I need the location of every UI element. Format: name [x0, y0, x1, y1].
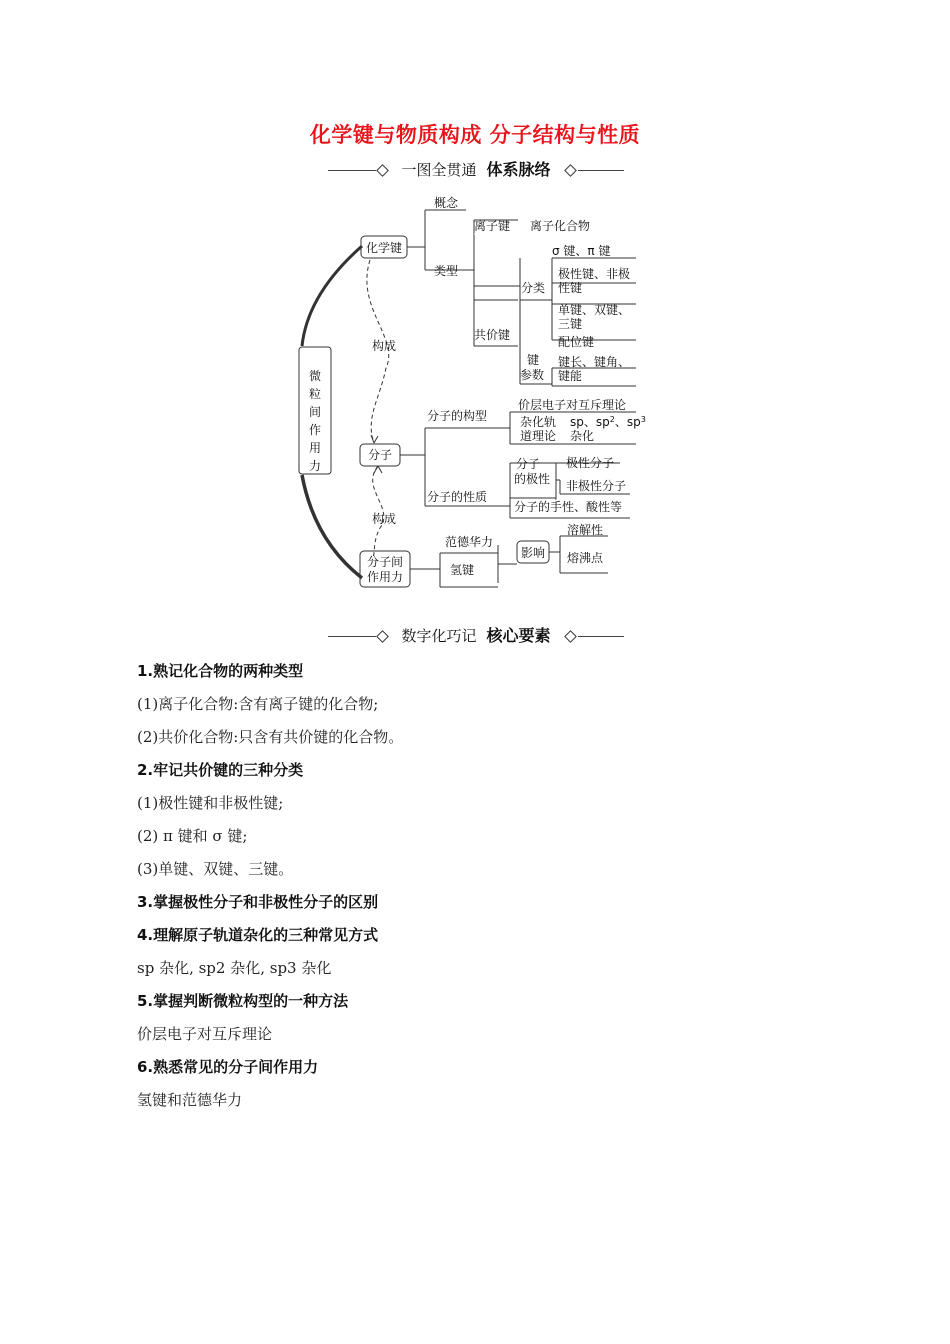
point-heading: 2.牢记共价键的三种分类 [137, 761, 304, 779]
point-text: 氢键和范德华力 [137, 1091, 243, 1109]
point-heading: 3.掌握极性分子和非极性分子的区别 [137, 893, 379, 911]
node-root-label-2: 粒 [308, 387, 322, 401]
node-root-label-4: 作 [308, 423, 322, 437]
node-hybrid-1: 杂化轨 [520, 415, 557, 429]
node-vsepr: 价层电子对互斥理论 [518, 398, 627, 412]
node-melting-boiling: 熔沸点 [567, 551, 604, 565]
node-bond-param-2: 参数 [520, 368, 545, 382]
node-chemical-bond: 化学键 [365, 241, 403, 255]
node-ionic-compound: 离子化合物 [530, 219, 591, 233]
point-heading: 4.理解原子轨道杂化的三种常见方式 [137, 926, 379, 944]
node-intermolecular-2: 作用力 [366, 570, 404, 584]
node-ionic-bond: 离子键 [474, 219, 511, 233]
node-intermolecular-1: 分子间 [366, 555, 404, 569]
point-text: (2)共价化合物:只含有共价键的化合物。 [137, 728, 404, 746]
point-heading: 5.掌握判断微粒构型的一种方法 [137, 992, 349, 1010]
node-nonpolar-molecule: 非极性分子 [566, 479, 627, 493]
label-constitute-bottom: 构成 [372, 512, 397, 526]
node-molecular-properties: 分子的性质 [427, 490, 488, 504]
node-concept: 概念 [434, 196, 459, 210]
point-text: sp 杂化, sp2 杂化, sp3 杂化 [137, 959, 332, 977]
node-sp-types: sp、$sp^2$、$sp^3$ [570, 415, 646, 429]
node-molecular-config: 分子的构型 [427, 409, 488, 423]
node-classification: 分类 [521, 281, 546, 295]
banner-text [328, 158, 624, 182]
arrow-head-icon [374, 466, 382, 473]
node-types: 类型 [434, 264, 459, 278]
node-solubility: 溶解性 [567, 523, 604, 537]
node-mol-polarity-2: 的极性 [514, 472, 551, 486]
point-text: (2) π 键和 σ 键; [137, 827, 248, 845]
node-mol-polarity-1: 分子 [516, 457, 541, 471]
label-constitute-top: 构成 [372, 339, 397, 353]
banner-left-label: 一图全贯通 [401, 161, 477, 179]
node-polar-molecule: 极性分子 [566, 456, 615, 470]
node-hybrid-2: 道理论 [520, 429, 557, 443]
point-text: (1)离子化合物:含有离子键的化合物; [137, 695, 379, 713]
page-title: 化学键与物质构成 分子结构与性质 [309, 123, 641, 147]
node-root-label-6: 力 [308, 459, 322, 473]
node-root-label-3: 间 [308, 405, 322, 419]
node-bond-param-1: 键 [527, 353, 540, 367]
node-polar-nonpolar-1: 极性键、非极 [558, 267, 631, 281]
node-sigma-pi: σ 键、π 键 [552, 244, 611, 258]
node-covalent-bond: 共价键 [474, 328, 511, 342]
node-root-label-5: 用 [308, 441, 322, 455]
node-bond-length-1: 键长、键角、 [558, 355, 631, 369]
point-text: (3)单键、双键、三键。 [137, 860, 294, 878]
curve-connector-top [302, 246, 362, 346]
point-heading: 1.熟记化合物的两种类型 [137, 662, 304, 680]
point-text: (1)极性键和非极性键; [137, 794, 284, 812]
curve-connector-bottom [302, 475, 362, 578]
node-coordinate-bond: 配位键 [558, 335, 595, 349]
node-hybridization: 杂化 [570, 429, 595, 443]
node-molecule: 分子 [367, 448, 393, 462]
node-hydrogen-bond: 氢键 [450, 563, 475, 577]
core-points [137, 658, 837, 1120]
section-banner-system [328, 158, 624, 184]
banner-right-label: 体系脉络 [486, 160, 551, 179]
node-root-label-1: 微 [308, 369, 322, 383]
node-polar-nonpolar-2: 性键 [558, 281, 583, 295]
node-van-der-waals: 范德华力 [445, 535, 494, 549]
banner-left-label: 数字化巧记 [401, 627, 477, 645]
node-single-double-1: 单键、双键、 [558, 303, 631, 317]
node-single-double-2: 三键 [558, 317, 583, 331]
section-banner-core [328, 624, 624, 650]
concept-map [290, 188, 650, 588]
banner-right-label: 核心要素 [486, 626, 551, 645]
node-influence: 影响 [520, 546, 546, 560]
banner-text [328, 624, 624, 648]
node-bond-length-2: 键能 [558, 369, 583, 383]
point-heading: 6.熟悉常见的分子间作用力 [137, 1058, 319, 1076]
point-text: 价层电子对互斥理论 [137, 1025, 273, 1043]
node-chirality: 分子的手性、酸性等 [514, 500, 623, 514]
